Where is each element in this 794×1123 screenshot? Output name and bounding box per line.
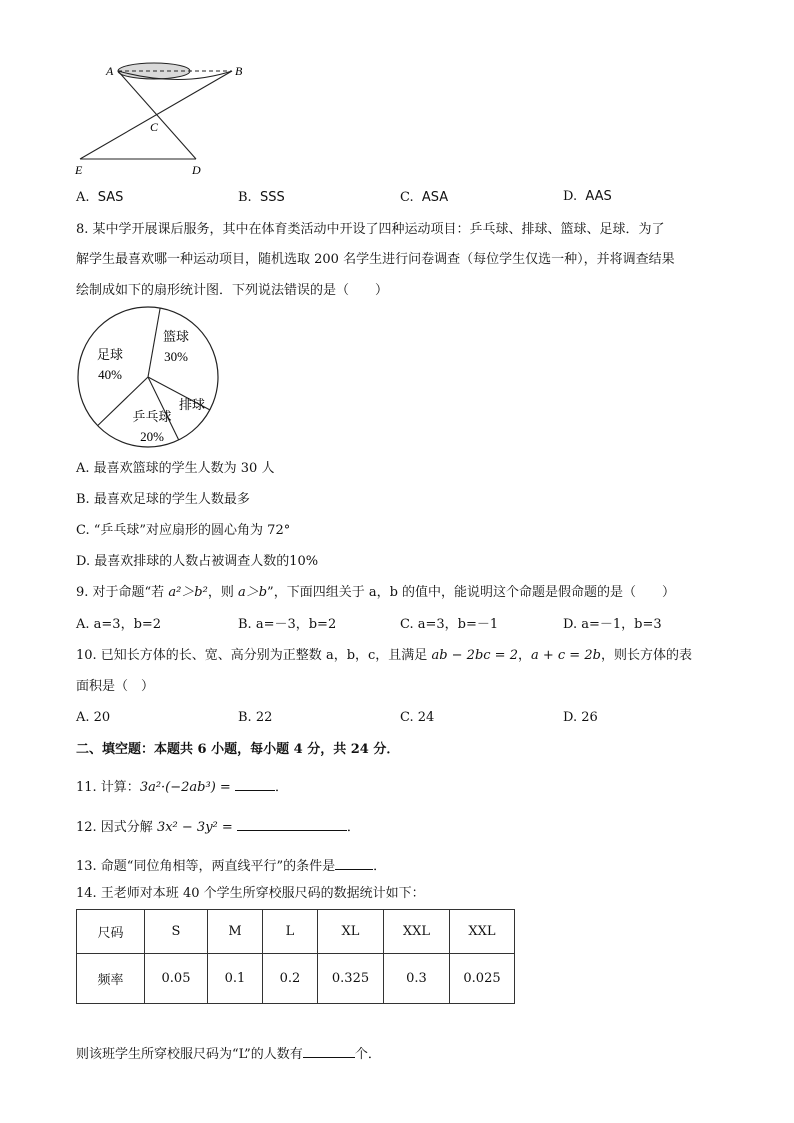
q10-option-c[interactable]: C. 24: [400, 710, 435, 725]
q8-option-a[interactable]: A. 最喜欢篮球的学生人数为 30 人: [76, 461, 275, 476]
pie-slice-label: 篮球: [162, 330, 190, 345]
table-cell: 尺码: [77, 910, 145, 954]
q10-equation-2: a + c = 2b: [530, 648, 601, 663]
q8-text-line3: 绘制成如下的扇形统计图．下列说法错误的是（ ）: [76, 283, 389, 298]
label-e: E: [75, 163, 83, 177]
table-cell: 频率: [77, 954, 145, 1004]
table-cell: S: [145, 910, 208, 954]
geometry-figure: [70, 58, 260, 180]
q9-option-c[interactable]: C. a=3，b=－1: [400, 617, 499, 632]
pie-slice-label: 足球: [96, 348, 124, 363]
table-cell: XL: [318, 910, 384, 954]
q8-option-c[interactable]: C. “乒乓球”对应扇形的圆心角为 72°: [76, 523, 291, 538]
q14-question: 则该班学生所穿校服尺码为“L”的人数有 个．: [76, 1047, 381, 1062]
table-cell: 0.2: [263, 954, 318, 1004]
table-cell: 0.05: [145, 954, 208, 1004]
q10-option-d[interactable]: D. 26: [563, 710, 598, 725]
q7-option-c[interactable]: C. ASA: [400, 190, 449, 205]
q9-option-b[interactable]: B. a=－3，b=2: [238, 617, 337, 632]
q13-answer-blank[interactable]: [335, 857, 373, 870]
q12-stem: 12. 因式分解 3x² − 3y² = ．: [76, 820, 360, 835]
q14-intro: 14. 王老师对本班 40 个学生所穿校服尺码的数据统计如下：: [76, 886, 425, 901]
label-a: A: [106, 64, 114, 78]
q8-text-line1: 8. 某中学开展课后服务，其中在体育类活动中开设了四种运动项目：乒乓球、排球、篮球、足球．为了: [76, 222, 665, 237]
q10-stem-line1: 10. 已知长方体的长、宽、高分别为正整数 a，b，c，且满足 ab − 2bc = 2，a + c = 2b，则长方体的表: [76, 648, 692, 663]
table-cell: 0.3: [384, 954, 450, 1004]
pie-slice-percent: 40%: [98, 367, 122, 382]
table-cell: XXL: [450, 910, 515, 954]
q9-condition: a²＞b²: [168, 585, 208, 600]
label-d: D: [192, 163, 201, 177]
q8-option-d[interactable]: D. 最喜欢排球的人数占被调查人数的10%: [76, 554, 319, 569]
table-cell: M: [208, 910, 263, 954]
q8-option-b[interactable]: B. 最喜欢足球的学生人数最多: [76, 492, 250, 507]
q11-expression: 3a²·(−2ab³) =: [139, 780, 231, 795]
pie-chart: [70, 303, 230, 451]
pie-slice-percent: 20%: [140, 429, 164, 444]
q11-answer-blank[interactable]: [235, 778, 275, 791]
pie-slice-percent: 30%: [164, 349, 188, 364]
table-row-frequency: [77, 954, 515, 1004]
table-cell: 0.025: [450, 954, 515, 1004]
table-cell: 0.325: [318, 954, 384, 1004]
q10-equation-1: ab − 2bc = 2: [431, 648, 518, 663]
label-c: C: [150, 120, 159, 134]
size-frequency-table: [76, 909, 515, 1004]
q10-option-b[interactable]: B. 22: [238, 710, 273, 725]
section-heading-fill-in: 二、填空题：本题共 6 小题，每小题 4 分，共 24 分．: [76, 742, 400, 757]
q8-text-line2: 解学生最喜欢哪一种运动项目，随机选取 200 名学生进行问卷调查（每位学生仅选一种），并将调查结果: [76, 252, 675, 267]
q12-expression: 3x² − 3y² =: [156, 820, 233, 835]
q14-answer-blank[interactable]: [303, 1045, 355, 1058]
q7-option-d[interactable]: D. AAS: [563, 189, 612, 204]
pie-slice-label: 排球: [178, 398, 206, 413]
table-row-header: [77, 910, 515, 954]
q9-option-a[interactable]: A. a=3，b=2: [76, 617, 162, 632]
segment-be: [80, 71, 232, 159]
q7-option-b[interactable]: B. SSS: [238, 190, 285, 205]
q12-answer-blank[interactable]: [237, 818, 347, 831]
table-cell: XXL: [384, 910, 450, 954]
q11-stem: 11. 计算：3a²·(−2ab³) = ．: [76, 780, 288, 795]
q13-stem: 13. 命题“同位角相等，两直线平行”的条件是 ．: [76, 859, 387, 874]
q10-option-a[interactable]: A. 20: [76, 710, 111, 725]
label-b: B: [235, 64, 243, 78]
q9-conclusion: a＞b: [237, 585, 268, 600]
pie-slice-label: 乒乓球: [132, 410, 172, 425]
q9-stem: 9. 对于命题“若 a²＞b²，则 a＞b”，下面四组关于 a，b 的值中，能说明这个命题是假命题的是（ ）: [76, 585, 676, 600]
q7-option-a[interactable]: A. SAS: [76, 190, 124, 205]
table-cell: L: [263, 910, 318, 954]
q10-stem-line2: 面积是（ ）: [76, 679, 155, 694]
table-cell: 0.1: [208, 954, 263, 1004]
q9-option-d[interactable]: D. a=－1，b=3: [563, 617, 662, 632]
